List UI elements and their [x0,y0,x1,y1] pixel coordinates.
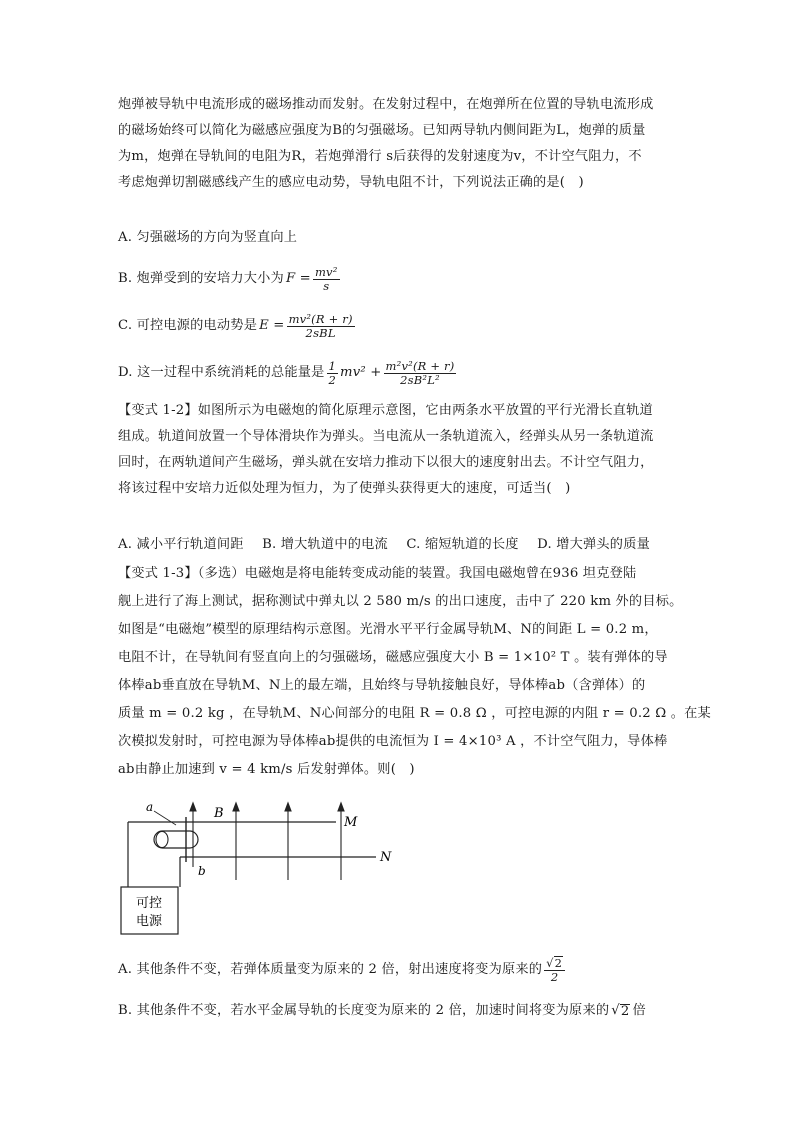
q3-option-a-text: A. 其他条件不变，若弹体质量变为原来的 2 倍，射出速度将变为原来的 [118,962,543,977]
intro-line: 为m，炮弹在导轨间的电阻为R，若炮弹滑行 s后获得的发射速度为v，不计空气阻力，不 [118,149,642,164]
sqrt-expression: √ 2 [611,1003,630,1019]
label-B: B [214,806,224,821]
field-arrowhead [190,803,196,811]
field-arrowhead [285,803,291,811]
label-a: a [146,800,154,814]
q1-options [118,225,678,251]
q1-option-b [118,262,678,296]
q2-line: 回时，在两轨道间产生磁场，弹头就在安培力推动下以很大的速度射出去。不计空气阻力， [118,455,654,470]
label-N: N [380,850,392,865]
fraction-denominator: 2 [328,372,337,387]
q3-line: 【变式 1-3】（多选）电磁炮是将电能转变成动能的装置。我国电磁炮曾在936 坦克登陆 [118,566,637,581]
q1-option-d-mid: mv² + [340,365,382,380]
sqrt-expression: √ 2 [546,955,563,970]
fraction-denominator: 2sBL [305,325,336,340]
fraction-numerator: 1 [328,358,337,373]
fraction-denominator: 2sB²L² [400,372,440,387]
q1-option-c-lhs: E = [259,318,285,333]
q2-option-c: C. 缩短轨道的长度 [406,537,519,552]
fraction-numerator: mv² [314,264,338,279]
projectile-end [156,832,168,848]
q2-options [118,532,678,558]
q1-option-d-fraction [384,360,457,387]
q2-line: 组成。轨道间放置一个导体滑块作为弹头。当电流从一条轨道流入，经弹头从另一条轨道流 [118,429,654,444]
power-label-line1: 可控 [135,896,163,911]
q3-line: 次模拟发射时，可控电源为导体棒ab提供的电流恒为 I = 4×10³ A ，不计空气阻力，导体棒 [118,734,668,749]
q3-line: 体棒ab垂直放在导轨M、N上的最左端，且始终与导轨接触良好，导体棒ab（含弹体）的 [118,678,646,693]
fraction-denominator: s [323,278,330,293]
fraction-numerator [544,956,565,971]
q1-option-c [118,309,678,343]
q3-line: 舰上进行了海上测试，据称测试中弹丸以 2 580 m/s 的出口速度，击中了 220 km 外的目标。 [118,594,683,609]
q3-option-b-text: B. 其他条件不变，若水平金属导轨的长度变为原来的 2 倍，加速时间将变为原来的 [118,1003,610,1018]
sqrt-radicand: 2 [554,956,563,970]
q1-option-b-fraction [313,266,340,293]
q2-option-d: D. 增大弹头的质量 [537,537,650,552]
q2-option-b: B. 增大轨道中的电流 [262,537,388,552]
intro-paragraph [118,92,678,196]
fraction-denominator: 2 [550,970,559,984]
q2-line: 将该过程中安培力近似处理为恒力，为了使弹头获得更大的速度，可适当( ) [118,481,571,496]
q3-line: 质量 m = 0.2 kg ，在导轨M、N心间部分的电阻 R = 0.8 Ω ，可控电源的内阻 r = 0.2 Ω 。在某 [118,706,711,721]
field-arrowhead [233,803,239,811]
fraction-numerator: mv²(R + r) [288,311,353,326]
q3-option-a-fraction [544,956,565,984]
q2-stem [118,398,678,502]
q1-option-b-lhs: F = [285,271,311,286]
q1-option-d-fraction-half [327,360,339,387]
q3-line: ab由静止加速到 v = 4 km/s 后发射弹体。则( ) [118,762,415,777]
fraction-numerator: m²v²(R + r) [385,358,455,373]
q3-option-a [118,952,678,988]
power-label-line2: 电源 [135,914,163,929]
q1-option-b-text: B. 炮弹受到的安培力大小为 [118,271,284,286]
q1-option-c-text: C. 可控电源的电动势是 [118,318,258,333]
rail-gun-diagram [118,795,418,940]
label-M: M [344,815,358,830]
q3-line: 如图是“电磁炮”模型的原理结构示意图。光滑水平平行金属导轨M、N的间距 L = 0.2 m， [118,622,658,637]
q1-option-a: A. 匀强磁场的方向为竖直向上 [118,230,298,245]
label-a-pointer [154,811,176,825]
q3-line: 电阻不计，在导轨间有竖直向上的匀强磁场，磁感应强度大小 B = 1×10² T 。装有弹体的导 [118,650,668,665]
sqrt-radicand: 2 [620,1004,630,1019]
label-b: b [198,864,206,878]
q1-option-d [118,356,678,390]
intro-line: 炮弹被导轨中电流形成的磁场推动而发射。在发射过程中，在炮弹所在位置的导轨电流形成 [118,97,654,112]
q3-stem [118,560,711,784]
q1-option-d-text: D. 这一过程中系统消耗的总能量是 [118,365,325,380]
q3-option-b-suffix: 倍 [632,1003,646,1018]
q3-option-b [118,998,678,1024]
q2-option-a: A. 减小平行轨道间距 [118,537,244,552]
intro-line: 考虑炮弹切割磁感线产生的感应电动势，导轨电阻不计，下列说法正确的是( ) [118,175,584,190]
intro-line: 的磁场始终可以简化为磁感应强度为B的匀强磁场。已知两导轨内侧间距为L，炮弹的质量 [118,123,646,138]
q2-line: 【变式 1-2】如图所示为电磁炮的简化原理示意图，它由两条水平放置的平行光滑长直轨道 [118,403,653,418]
field-arrowhead [338,803,344,811]
q1-option-c-fraction [287,313,355,340]
